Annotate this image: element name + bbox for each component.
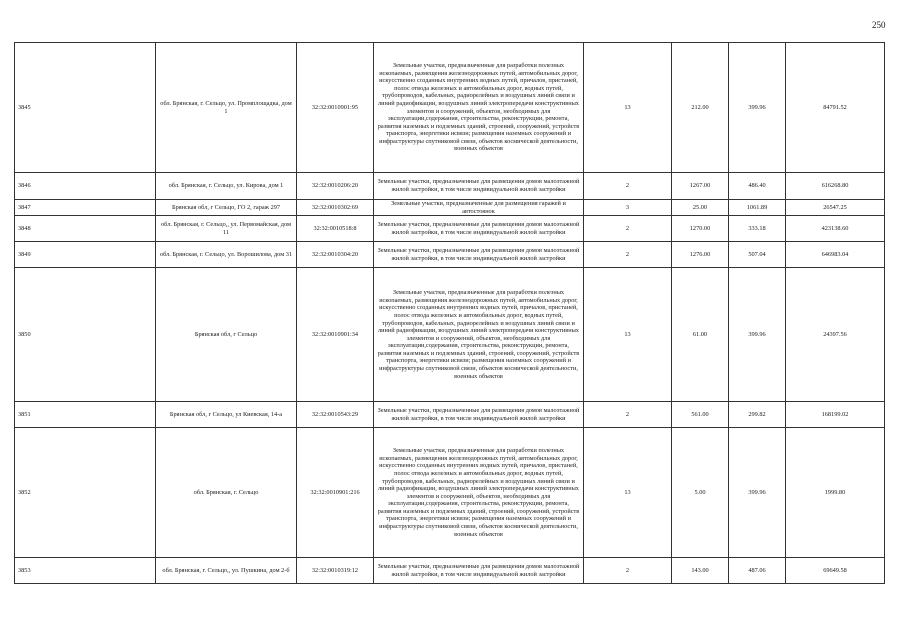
row-cadastral-number: 32:32:0010302:69 [297, 200, 374, 216]
row-rate: 487.06 [729, 558, 786, 584]
row-area: 561.00 [672, 402, 729, 428]
row-number: 3847 [15, 200, 156, 216]
row-cadastral-number: 32:32:0010304:20 [297, 242, 374, 268]
row-land-use: Земельные участки, предназначенные для разработки полезных ископаемых, размещения железнодорожных путей, автомобильных дорог, искусственно созданных внутренних водных путей, причалов, пристаней, полос отвода железных и автомобильных дорог, водных путей, трубопроводов, кабельных, радиорелейных и воздушных линий связи и линий радиофикации, воздушных линий электропередачи конструктивных элементов и сооружений, объектов, необходимых для эксплуатации,содержания, строительства, реконструкции, ремонта, развития наземных и подземных зданий, строений, сооружений, устройств транспорта, энергетики исвязи; размещения наземных сооружений и инфраструктуры спутниковой связи, объектов космической деятельности, военных объектов [374, 268, 584, 402]
row-number: 3845 [15, 43, 156, 173]
row-number: 3850 [15, 268, 156, 402]
row-area: 1276.00 [672, 242, 729, 268]
row-group-code: 2 [584, 558, 672, 584]
row-land-use: Земельные участки, предназначенные для размещения домов малоэтажной жилой застройки, в том числе индивидуальной жилой застройки [374, 558, 584, 584]
row-land-use: Земельные участки, предназначенные для размещения домов малоэтажной жилой застройки, в том числе индивидуальной жилой застройки [374, 173, 584, 200]
row-cadastral-number: 32:32:0010319:12 [297, 558, 374, 584]
row-rate: 399.96 [729, 268, 786, 402]
row-cadastral-value: 616268.80 [786, 173, 885, 200]
page-number: 250 [872, 20, 886, 30]
row-cadastral-value: 24397.56 [786, 268, 885, 402]
row-group-code: 13 [584, 43, 672, 173]
row-address: обл. Брянская, г. Сельцо, ул. Промплощадка, дом 1 [156, 43, 297, 173]
row-area: 1270.00 [672, 216, 729, 242]
table-row [15, 200, 885, 216]
row-cadastral-number: 32:32:0010206:20 [297, 173, 374, 200]
row-rate: 333.18 [729, 216, 786, 242]
table-row [15, 173, 885, 200]
row-cadastral-number: 32:32:0010901:216 [297, 428, 374, 558]
row-area: 143.00 [672, 558, 729, 584]
table-row [15, 43, 885, 173]
row-rate: 399.96 [729, 428, 786, 558]
row-rate: 299.82 [729, 402, 786, 428]
row-address: обл. Брянская, г. Сельцо,, ул. Пушкина, дом 2-б [156, 558, 297, 584]
row-address: обл. Брянская, г. Сельцо, ул. Ворошилова, дом 31 [156, 242, 297, 268]
row-land-use: Земельные участки, предназначенные для размещения домов малоэтажной жилой застройки, в том числе индивидуальной жилой застройки [374, 242, 584, 268]
row-cadastral-number: 32:32:0010901:95 [297, 43, 374, 173]
row-address: обл. Брянская, г. Сельцо [156, 428, 297, 558]
row-area: 25.00 [672, 200, 729, 216]
row-number: 3852 [15, 428, 156, 558]
row-address: Брянская обл, г Сельцо, ул Киевская, 14-а [156, 402, 297, 428]
row-rate: 399.96 [729, 43, 786, 173]
row-rate: 1061.89 [729, 200, 786, 216]
row-number: 3846 [15, 173, 156, 200]
cadastral-value-table [14, 42, 885, 584]
row-area: 5.00 [672, 428, 729, 558]
row-cadastral-value: 69649.58 [786, 558, 885, 584]
row-land-use: Земельные участки, предназначенные для размещения гаражей и автостоянок [374, 200, 584, 216]
table-row [15, 558, 885, 584]
row-address: Брянская обл, г Сельцо [156, 268, 297, 402]
table-row [15, 402, 885, 428]
row-rate: 507.04 [729, 242, 786, 268]
row-group-code: 2 [584, 173, 672, 200]
row-number: 3848 [15, 216, 156, 242]
row-cadastral-number: 32:32:0010901:34 [297, 268, 374, 402]
row-group-code: 2 [584, 402, 672, 428]
row-cadastral-number: 32:32:0010518:8 [297, 216, 374, 242]
row-address: обл. Брянская, г. Сельцо, ул. Кирова, дом 1 [156, 173, 297, 200]
table-row [15, 428, 885, 558]
row-address: обл. Брянская, г. Сельцо,, ул. Первомайская, дом 11 [156, 216, 297, 242]
row-group-code: 2 [584, 216, 672, 242]
row-cadastral-number: 32:32:0010543:29 [297, 402, 374, 428]
row-number: 3853 [15, 558, 156, 584]
row-group-code: 2 [584, 242, 672, 268]
row-group-code: 13 [584, 428, 672, 558]
row-area: 1267.00 [672, 173, 729, 200]
row-cadastral-value: 84791.52 [786, 43, 885, 173]
row-cadastral-value: 1999.80 [786, 428, 885, 558]
row-land-use: Земельные участки, предназначенные для размещения домов малоэтажной жилой застройки, в том числе индивидуальной жилой застройки [374, 216, 584, 242]
row-area: 212.00 [672, 43, 729, 173]
row-cadastral-value: 168199.02 [786, 402, 885, 428]
table-row [15, 268, 885, 402]
table-row [15, 216, 885, 242]
row-rate: 486.40 [729, 173, 786, 200]
row-cadastral-value: 646983.04 [786, 242, 885, 268]
row-land-use: Земельные участки, предназначенные для разработки полезных ископаемых, размещения железнодорожных путей, автомобильных дорог, искусственно созданных внутренних водных путей, причалов, пристаней, полос отвода железных и автомобильных дорог, водных путей, трубопроводов, кабельных, радиорелейных и воздушных линий связи и линий радиофикации, воздушных линий электропередачи конструктивных элементов и сооружений, объектов, необходимых для эксплуатации,содержания, строительства, реконструкции, ремонта, развития наземных и подземных зданий, строений, сооружений, устройств транспорта, энергетики исвязи; размещения наземных сооружений и инфраструктуры спутниковой связи, объектов космической деятельности, военных объектов [374, 428, 584, 558]
table-row [15, 242, 885, 268]
row-cadastral-value: 423138.60 [786, 216, 885, 242]
row-group-code: 3 [584, 200, 672, 216]
row-number: 3849 [15, 242, 156, 268]
row-cadastral-value: 26547.25 [786, 200, 885, 216]
row-land-use: Земельные участки, предназначенные для размещения домов малоэтажной жилой застройки, в том числе индивидуальной жилой застройки [374, 402, 584, 428]
row-land-use: Земельные участки, предназначенные для разработки полезных ископаемых, размещения железнодорожных путей, автомобильных дорог, искусственно созданных внутренних водных путей, причалов, пристаней, полос отвода железных и автомобильных дорог, водных путей, трубопроводов, кабельных, радиорелейных и воздушных линий связи и линий радиофикации, воздушных линий электропередачи конструктивных элементов и сооружений, объектов, необходимых для эксплуатации,содержания, строительства, реконструкции, ремонта, развития наземных и подземных зданий, строений, сооружений, устройств транспорта, энергетики исвязи; размещения наземных сооружений и инфраструктуры спутниковой связи, объектов космической деятельности, военных объектов [374, 43, 584, 173]
row-area: 61.00 [672, 268, 729, 402]
row-number: 3851 [15, 402, 156, 428]
row-address: Брянская обл, г Сельцо, ГО 2, гараж 297 [156, 200, 297, 216]
row-group-code: 13 [584, 268, 672, 402]
